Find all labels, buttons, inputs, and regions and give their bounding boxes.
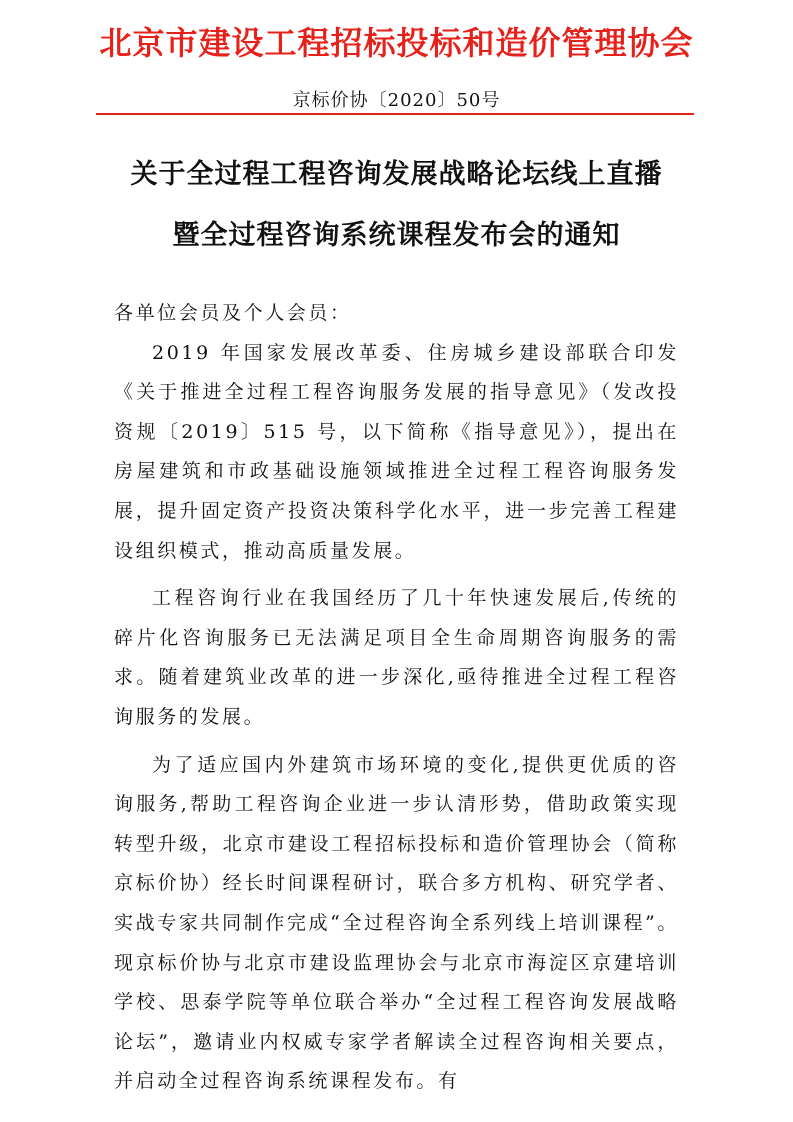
document-title-line-1: 关于全过程工程咨询发展战略论坛线上直播 bbox=[130, 159, 663, 190]
salutation: 各单位会员及个人会员： bbox=[114, 302, 352, 324]
body-paragraph-1: 2019 年国家发展改革委、住房城乡建设部联合印发《关于推进全过程工程咨询服务发展的指导意见》（发改投资规〔2019〕515 号，以下简称《指导意见》），提出在房屋建筑和市政基础设施领域推进全过程工程咨询服务发展，提升固定资产投资决策科学化水平，进一步完善工程建设组织模式，推动高质量发展。 bbox=[114, 341, 679, 562]
document-number: 京标价协〔2020〕50号 bbox=[292, 90, 501, 111]
document-body bbox=[114, 294, 679, 1102]
red-divider-line bbox=[96, 113, 694, 115]
organization-header: 北京市建设工程招标投标和造价管理协会 bbox=[99, 24, 694, 62]
body-paragraph-3: 为了适应国内外建筑市场环境的变化,提供更优质的咨询服务,帮助工程咨询企业进一步认清形势，借助政策实现转型升级，北京市建设工程招标投标和造价管理协会（简称京标价协）经长时间课程研讨，联合多方机构、研究学者、实战专家共同制作完成“全过程咨询全系列线上培训课程”。现京标价协与北京市建设监理协会与北京市海淀区京建培训学校、思泰学院等单位联合举办“全过程工程咨询发展战略论坛”，邀请业内权威专家学者解读全过程咨询相关要点，并启动全过程咨询系统课程发布。有 bbox=[114, 753, 679, 1093]
document-title-line-2: 暨全过程咨询系统课程发布会的通知 bbox=[172, 220, 621, 251]
body-paragraph-2: 工程咨询行业在我国经历了几十年快速发展后,传统的碎片化咨询服务已无法满足项目全生命周期咨询服务的需求。随着建筑业改革的进一步深化,亟待推进全过程工程咨询服务的发展。 bbox=[114, 587, 679, 728]
